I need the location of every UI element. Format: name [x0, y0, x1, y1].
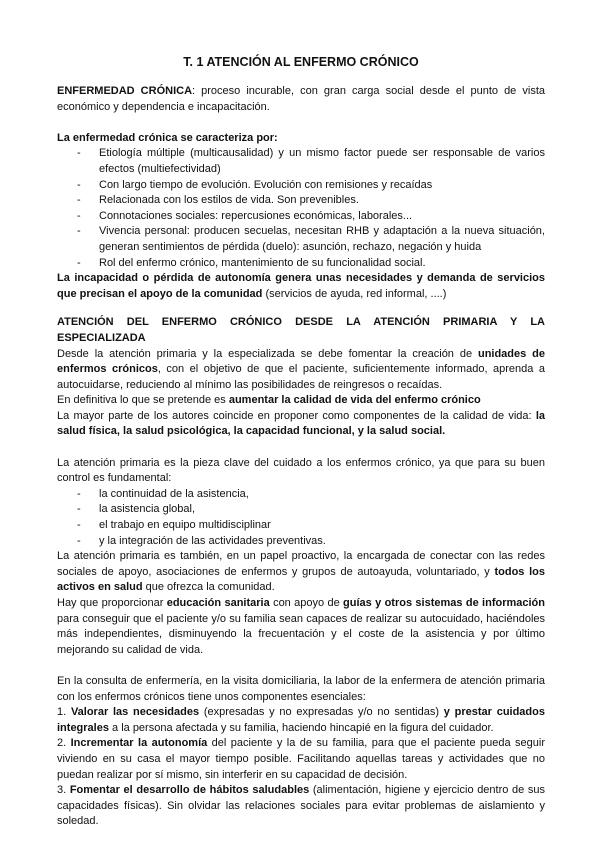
document-page: [57, 53, 545, 830]
primary-care-list: [57, 487, 545, 549]
paragraph: [57, 393, 545, 409]
list-item: - el trabajo en equipo multidisciplinar: [99, 518, 545, 534]
list-item: - Con largo tiempo de evolución. Evolución con remisiones y recaídas: [99, 178, 545, 194]
list-item: - Rol del enfermo crónico, mantenimiento de su funcionalidad social.: [99, 256, 545, 272]
characteristics-list: [57, 146, 545, 271]
text: , con el objetivo de que el paciente, suficientemente informado, aprenda a autocuidarse, reduciendo al mínimo las posibilidades de reingresos o recaídas.: [57, 363, 545, 391]
text: La atención primaria es también, en un papel proactivo, la encargada de conectar con las redes sociales de apoyo, asociaciones de enfermos y grupos de autoayuda, voluntariado, y: [57, 550, 545, 578]
text: Hay que proporcionar: [57, 597, 167, 609]
definition-text: : proceso incurable, con gran carga social desde el punto de vista económico y dependencia e incapacitación.: [57, 85, 545, 113]
conclusion-bold: La incapacidad o pérdida de autonomía genera unas necesidades y demanda de servicios que precisan el apoyo de la comunidad: [57, 272, 545, 300]
definition-paragraph: [57, 84, 545, 115]
text: con apoyo de: [269, 597, 344, 609]
text: En definitiva lo que se pretende es: [57, 394, 229, 407]
bold-text: educación sanitaria: [166, 597, 270, 609]
paragraph: En la consulta de enfermería, en la visita domiciliaria, la labor de la enfermera de atención primaria con los enfermos crónicos tiene unos componentes esenciales:: [57, 674, 545, 703]
list-item: - Vivencia personal: producen secuelas, necesitan RHB y adaptación a la nueva situación, generan sentimientos de pérdida (duelo): asunción, rechazo, negación y huida: [99, 224, 545, 255]
list-item: - y la integración de las actividades preventivas.: [99, 534, 545, 550]
text: (alimentación, higiene y ejercicio dentro de sus capacidades físicas). Sin olvidar las relaciones sociales para evitar problemas de aislamiento y soledad.: [57, 784, 545, 828]
bold-text: unidades de enfermos crónicos: [57, 347, 545, 376]
bold-text: guías y otros sistemas de información: [343, 597, 545, 609]
text: (expresadas y no expresadas y/o no sentidas): [199, 706, 444, 719]
text: para conseguir que el paciente y/o su familia sean capaces de realizar su autocuidado, haciéndoles más independientes, disminuyendo la frecuentación y el coste de la asistencia y por último mejorando su calidad de vida.: [57, 612, 545, 656]
list-item: - Etiología múltiple (multicausalidad) y un mismo factor puede ser responsable de varios efectos (multiefectividad): [99, 146, 545, 177]
bold-text: aumentar la calidad de vida del enfermo crónico: [228, 394, 481, 407]
number: 2.: [57, 737, 71, 750]
conclusion-paragraph: [57, 271, 545, 302]
paragraph: [57, 347, 545, 394]
section-heading: ATENCIÓN DEL ENFERMO CRÓNICO DESDE LA ATENCIÓN PRIMARIA Y LA ESPECIALIZADA: [57, 316, 545, 344]
text: que ofrezca la comunidad.: [142, 581, 275, 594]
list-item: - la continuidad de la asistencia,: [99, 487, 545, 503]
conclusion-text: (servicios de ayuda, red informal, ....): [262, 287, 447, 300]
bold-text: y prestar cuidados integrales: [57, 706, 545, 734]
numbered-item: [57, 783, 545, 830]
bold-text: todos los activos en salud: [57, 565, 546, 594]
characteristics-heading: La enfermedad crónica se caracteriza por:: [57, 131, 278, 144]
bold-text: la salud física, la salud psicológica, la capacidad funcional, y la salud social.: [57, 409, 545, 438]
text: Desde la atención primaria y la especializada se debe fomentar la creación de: [57, 347, 478, 360]
paragraph: La atención primaria es la pieza clave del cuidado a los enfermos crónico, ya que para su buen control es fundamental:: [57, 456, 545, 485]
definition-term: ENFERMEDAD CRÓNICA: [57, 85, 193, 97]
paragraph: [57, 549, 545, 596]
numbered-item: [57, 705, 545, 736]
bold-text: Valorar las necesidades: [70, 706, 200, 719]
bold-text: Incrementar la autonomía: [70, 737, 208, 750]
page-title: T. 1 ATENCIÓN AL ENFERMO CRÓNICO: [183, 55, 419, 69]
number: 1.: [57, 706, 71, 719]
paragraph: [57, 596, 545, 658]
list-item: - Relacionada con los estilos de vida. Son prevenibles.: [99, 193, 545, 209]
paragraph: [57, 409, 545, 440]
bold-text: Fomentar el desarrollo de hábitos saludables: [69, 784, 310, 797]
numbered-item: [57, 736, 545, 783]
list-item: - la asistencia global,: [99, 502, 545, 518]
number: 3.: [57, 784, 70, 797]
text: La mayor parte de los autores coincide en proponer como componentes de la calidad de vida:: [57, 409, 536, 422]
list-item: - Connotaciones sociales: repercusiones económicas, laborales...: [99, 209, 545, 225]
text: del paciente y la de su familia, para que el paciente pueda seguir viviendo en su casa el mayor tiempo posible. Facilitando aquellas tareas y actividades que no puedan realizar por sí mismo, sin interferir en su capacidad de decisión.: [57, 737, 545, 781]
text: a la persona afectada y su familia, haciendo hincapié en la figura del cuidador.: [108, 721, 494, 734]
